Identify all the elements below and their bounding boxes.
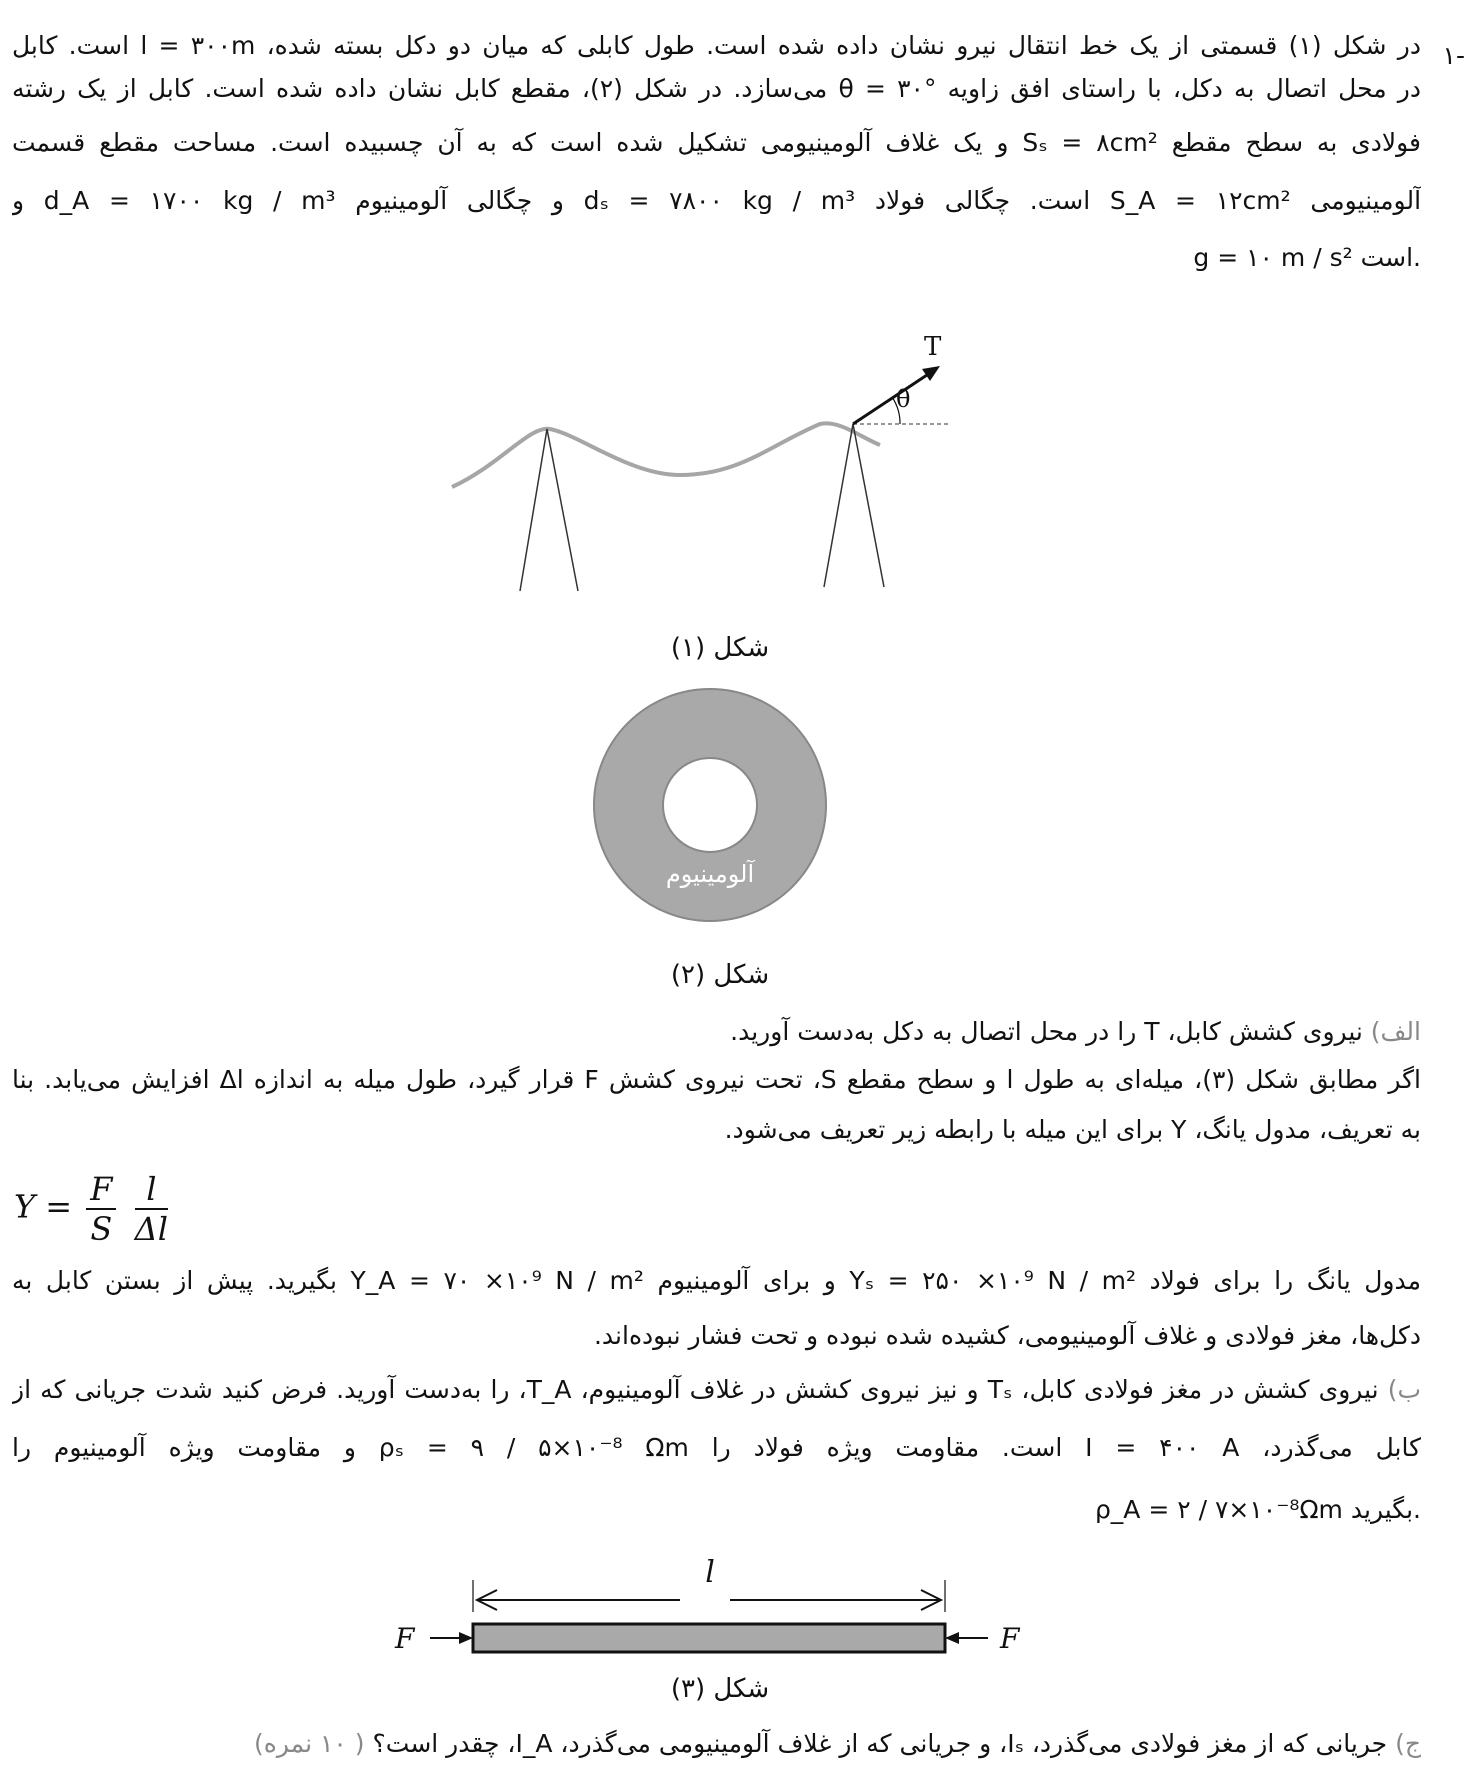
young-modulus-formula [14, 1170, 172, 1248]
length-label: l [705, 1555, 715, 1590]
part-c-label: ج) [1395, 1729, 1421, 1758]
young-line-1: اگر مطابق شکل (۳)، میله‌ای به طول l و سطح مقطع S، تحت نیروی کشش F قرار گیرد، طول میله به اندازه Δl افزایش می‌یابد. بنا [12, 1065, 1421, 1094]
steel-core [663, 758, 757, 852]
tension-arrow [853, 373, 930, 424]
part-c-marks: ( ۱۰ نمره) [253, 1729, 365, 1758]
part-a [12, 1012, 1421, 1052]
ring-label: آلومینیوم [665, 860, 755, 888]
rod [473, 1624, 945, 1652]
figure-2-cable-section [585, 687, 835, 937]
force-label-right: F [1000, 1622, 1020, 1655]
figure-1-caption: شکل (۱) [670, 633, 770, 663]
intro-line-4: آلومینیومی S_A = ۱۲cm² است. چگالی فولاد dₛ = ۷۸۰۰ kg / m³ و چگالی آلومینیوم d_A = ۱۷۰۰ kg / m³ و [12, 186, 1421, 215]
force-label-left: F [395, 1622, 415, 1655]
young-line-2: به تعریف، مدول یانگ، Y برای این میله با رابطه زیر تعریف می‌شود. [724, 1115, 1421, 1144]
part-c-text: جریانی که از مغز فولادی می‌گذرد، Iₛ، و جریانی که از غلاف آلومینیومی می‌گذرد، I_A، چقدر است؟ [372, 1729, 1388, 1758]
intro-line-3: فولادی به سطح مقطع Sₛ = ۸cm² و یک غلاف آلومینیومی تشکیل شده است که به آن چسبیده است. مساحت مقطع قسمت [12, 128, 1421, 157]
force-arrowhead-right [945, 1632, 959, 1644]
modulus-line-2: دکل‌ها، مغز فولادی و غلاف آلومینیومی، کشیده شده نبوده و تحت فشار نبوده‌اند. [593, 1321, 1421, 1350]
tension-label: T [924, 332, 942, 362]
figure-3-rod [385, 1540, 1025, 1670]
formula-den-1: S [90, 1210, 113, 1248]
tension-arrowhead [922, 366, 940, 381]
part-b-text-1: نیروی کشش در مغز فولادی کابل، Tₛ و نیز نیروی کشش در غلاف آلومینیوم، T_A، را به‌دست آورید. فرض کنید شدت جریانی که از [12, 1375, 1379, 1404]
formula-num-2: l [135, 1170, 168, 1210]
tower-right [824, 424, 884, 587]
part-c [220, 1724, 1421, 1764]
force-arrowhead-left [459, 1632, 473, 1644]
fraction-f-over-s [86, 1170, 116, 1248]
part-a-text: نیروی کشش کابل، T را در محل اتصال به دکل به‌دست آورید. [730, 1017, 1363, 1046]
cable-curve [452, 423, 880, 487]
modulus-line-1: مدول یانگ را برای فولاد Yₛ = ۲۵۰ ×۱۰⁹ N / m² و برای آلومینیوم Y_A = ۷۰ ×۱۰⁹ N / m² بگیرید. پیش از بستن کابل به [12, 1266, 1421, 1295]
intro-line-5: g = ۱۰ m / s² است. [1193, 243, 1421, 272]
figure-2-caption: شکل (۲) [670, 960, 770, 990]
part-a-label: الف) [1370, 1017, 1421, 1046]
fraction-l-over-dl [135, 1170, 168, 1248]
figure-1-power-line [440, 325, 960, 595]
formula-lhs: Y = [14, 1187, 73, 1226]
part-b-label: ب) [1387, 1375, 1421, 1404]
intro-line-2: در محل اتصال به دکل، با راستای افق زاویه θ = ۳۰° می‌سازد. در شکل (۲)، مقطع کابل نشان داده شده است. کابل از یک رشته [12, 74, 1421, 103]
question-number: ۱- [1442, 41, 1465, 70]
formula-num-1: F [86, 1170, 116, 1210]
part-b-line-3: ρ_A = ۲ / ۷×۱۰⁻⁸Ωm بگیرید. [1094, 1495, 1421, 1524]
part-b-line-1 [12, 1370, 1421, 1410]
figure-3-caption: شکل (۳) [670, 1674, 770, 1704]
angle-label: θ [896, 385, 911, 413]
part-b-line-2: کابل می‌گذرد، I = ۴۰۰ A است. مقاومت ویژه فولاد را ρₛ = ۹ / ۵×۱۰⁻⁸ Ωm و مقاومت ویژه آلومینیوم را [12, 1433, 1421, 1462]
formula-den-2: Δl [134, 1210, 168, 1248]
tower-left [520, 429, 578, 591]
intro-line-1: در شکل (۱) قسمتی از یک خط انتقال نیرو نشان داده شده است. طول کابلی که میان دو دکل بسته شده، l = ۳۰۰m است. کابل [12, 31, 1421, 60]
